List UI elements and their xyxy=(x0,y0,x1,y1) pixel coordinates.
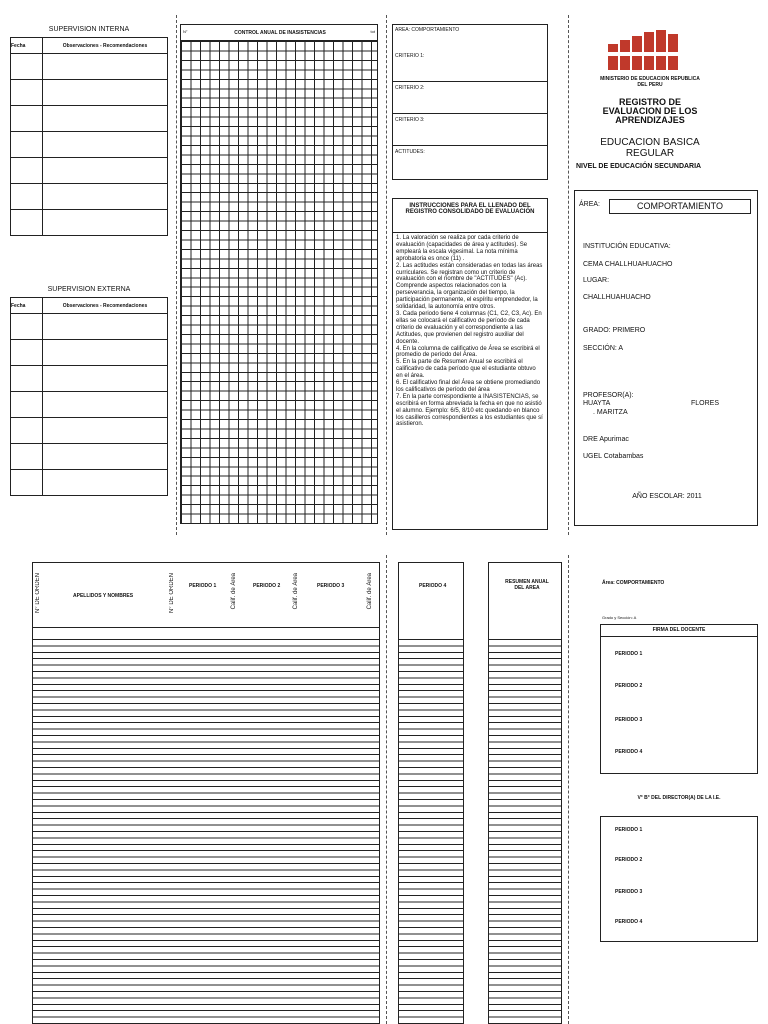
firma-director-box xyxy=(600,816,758,942)
actitudes: ACTITUDES: xyxy=(395,149,425,155)
sup-externa-table xyxy=(10,297,168,496)
ministry-logo xyxy=(608,30,682,70)
fold-line xyxy=(386,555,387,1024)
col-tot: tot xyxy=(370,29,375,34)
fold-line xyxy=(568,15,569,535)
area-value: COMPORTAMIENTO xyxy=(609,199,751,214)
grade-sheet-left xyxy=(32,562,380,1024)
attendance-grid xyxy=(180,24,378,524)
calif-area-3: Calif. de Área xyxy=(367,573,373,610)
periodo-4-header: PERIODO 4 xyxy=(419,583,447,589)
resumen-header: RESUMEN ANUAL DEL AREA xyxy=(505,579,549,591)
sup-externa-title: SUPERVISION EXTERNA xyxy=(47,286,131,293)
fold-line xyxy=(568,555,569,1024)
firma-p4: PERIODO 4 xyxy=(615,749,643,755)
institucion-value: CEMA CHALLHUAHUACHO xyxy=(583,261,673,268)
profesor-apellido2: FLORES xyxy=(691,400,720,407)
firma-p2: PERIODO 2 xyxy=(615,683,643,689)
apellidos-header: APELLIDOS Y NOMBRES xyxy=(73,593,134,599)
firmas-grado: Grado y Sección: A xyxy=(602,615,637,620)
profesor-apellido: HUAYTA xyxy=(583,400,611,407)
lugar-label: LUGAR: xyxy=(583,277,610,284)
director-p1: PERIODO 1 xyxy=(615,827,643,833)
lugar-value: CHALLHUAHUACHO xyxy=(583,294,651,301)
profesor-label: PROFESOR(A): xyxy=(583,392,634,399)
criterio-1: CRITERIO 1: xyxy=(395,53,425,59)
anio-escolar: AÑO ESCOLAR: 2011 xyxy=(632,493,702,500)
sup-interna-table xyxy=(10,37,168,236)
institucion-label: INSTITUCIÓN EDUCATIVA: xyxy=(583,243,671,250)
director-p4: PERIODO 4 xyxy=(615,919,643,925)
attendance-title: CONTROL ANUAL DE INASISTENCIAS xyxy=(234,30,326,36)
ministry-name: MINISTERIO DE EDUCACION REPUBLICA DEL PERU xyxy=(600,76,700,88)
director-p2: PERIODO 2 xyxy=(615,857,643,863)
profesor-nombre: . MARITZA xyxy=(593,409,628,416)
instructions-title: INSTRUCCIONES PARA EL LLENADO DEL REGISTRO CONSOLIDADO DE EVALUACIÓN xyxy=(393,199,547,233)
seccion: SECCIÓN: A xyxy=(583,345,624,352)
cover-info-box xyxy=(574,190,758,526)
ugel: UGEL Cotabambas xyxy=(583,453,644,460)
sup-interna-title: SUPERVISION INTERNA xyxy=(48,26,130,33)
attendance-cells xyxy=(181,41,377,523)
grado: GRADO: PRIMERO xyxy=(583,327,646,334)
firma-p3: PERIODO 3 xyxy=(615,717,643,723)
area-label: ÁREA: xyxy=(579,201,601,208)
fold-line xyxy=(386,15,387,535)
col-fecha: Fecha xyxy=(11,38,43,54)
norden-header: N° DE ORDEN xyxy=(35,573,41,614)
grade-sheet-p4 xyxy=(398,562,464,1024)
col-observaciones: Observaciones - Recomendaciones xyxy=(43,38,168,54)
grade-rows xyxy=(33,639,379,1024)
firma-p1: PERIODO 1 xyxy=(615,651,643,657)
firma-docente-title: FIRMA DEL DOCENTE xyxy=(601,625,757,637)
area-label: AREA: COMPORTAMIENTO xyxy=(395,27,460,33)
periodo-3-header: PERIODO 3 xyxy=(317,583,345,589)
criterio-3: CRITERIO 3: xyxy=(395,117,425,123)
fold-line xyxy=(176,15,177,535)
periodo-2-header: PERIODO 2 xyxy=(253,583,281,589)
norden-header-2: N° DE ORDEN xyxy=(169,573,175,614)
nivel: NIVEL DE EDUCACIÓN SECUNDARIA xyxy=(576,163,702,170)
cover-subtitle: EDUCACION BASICA REGULAR xyxy=(600,137,700,159)
firmas-area: Área: COMPORTAMIENTO xyxy=(602,580,665,586)
col-observaciones: Observaciones - Recomendaciones xyxy=(43,298,168,314)
col-fecha: Fecha xyxy=(11,298,43,314)
col-num: N° xyxy=(183,29,188,34)
dre: DRE Apurimac xyxy=(583,436,629,443)
cover-title: REGISTRO DE EVALUACION DE LOS APRENDIZAJES xyxy=(602,97,698,125)
area-criteria-box xyxy=(392,24,548,180)
director-p3: PERIODO 3 xyxy=(615,889,643,895)
director-title: V° B° DEL DIRECTOR(A) DE LA I.E. xyxy=(637,795,721,801)
criterio-2: CRITERIO 2: xyxy=(395,85,425,91)
firma-docente-box xyxy=(600,624,758,774)
calif-area-1: Calif. de Área xyxy=(231,573,237,610)
periodo-1-header: PERIODO 1 xyxy=(189,583,217,589)
calif-area-2: Calif. de Área xyxy=(293,573,299,610)
grade-sheet-resumen xyxy=(488,562,562,1024)
instructions-box xyxy=(392,198,548,530)
instructions-text: 1. La valoración se realiza por cada criterio de evaluación (capacidades de área y actitudes). Se empleará la escala vigesimal. La nota mínima aprobatoria es once (11) . 2. Las actitudes están consideradas en todas las áreas curriculares. Se registran como un criterio de evaluación con el nombre de "ACTITUDES" (Ac). Comprende aspectos relacionados con la perseverancia, la organización del tiempo, la participación permanente, el espíritu emprendedor, la solidaridad, la autonomía entre otros. 3. Cada periodo tiene 4 columnas (C1, C2, C3, Ac). En ellas se colocará el calificativo de período de cada criterio de evaluación y el correspondiente a las Actitudes, que provienen del registro auxiliar del docente. 4. En la columna de calificativo de Área se escribirá el promedio de período del Área. 5. En la parte de Resumen Anual se escribirá el calificativo de cada período que el estudiante obtuvo en el área. 6. El calificativo final del Área se obtiene promediando los calificativos de período del área 7. En la parte correspondiente a INASISTENCIAS, se escribirá en forma abreviada la fecha en que no asistió el alumno. Ejemplo: 6/5, 8/10 etc quedando en blanco los casilleros correspondientes a los estudiantes que sí asistieron. xyxy=(396,235,543,428)
